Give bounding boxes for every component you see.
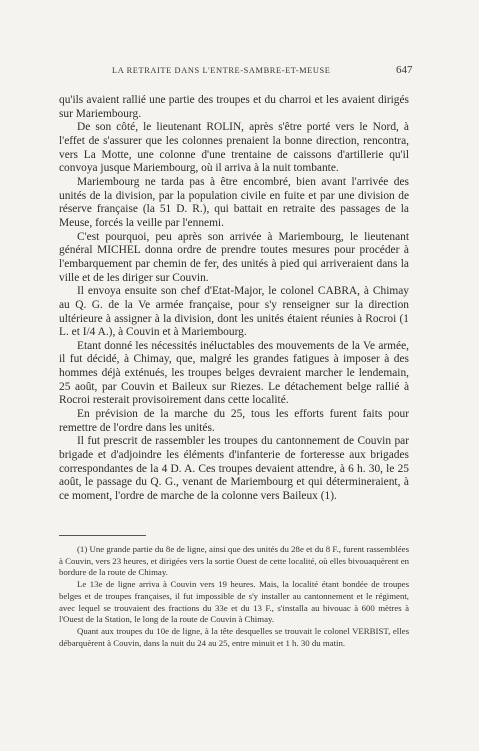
paragraph-1: qu'ils avaient rallié une partie des troupes et du charroi et les avaient dirigés sur Mariembourg. [59,94,409,120]
paragraph-8: Il fut prescrit de rassembler les troupes du cantonnement de Couvin par brigade et d'adjoindre les éléments d'infanterie de forteresse aux brigades correspondantes de la 4 D. A. Ces troupes devaient attendre, à 6 h. 30, le 25 août, le passage du Q. G., venant de Mariembourg et qui détermineraient, à ce moment, l'ordre de marche de la colonne vers Baileux (1). [59,435,409,503]
footnote-divider [59,535,146,536]
paragraph-7: En prévision de la marche du 25, tous les efforts furent faits pour remettre de l'ordre dans les unités. [59,408,409,434]
paragraph-5: Il envoya ensuite son chef d'Etat-Major, le colonel CABRA, à Chimay au Q. G. de la Ve armée française, pour s'y renseigner sur la direction ultérieure à assigner à la division, dont les unités étaient réunies à Rocroi (1 L. et I/4 A.), à Couvin et à Mariembourg. [59,285,409,339]
main-text [59,94,409,504]
footnotes [59,544,409,649]
paragraph-6: Etant donné les nécessités inéluctables des mouvements de la Ve armée, il fut décidé, à Chimay, que, malgré les grandes fatigues à imposer à des hommes déjà exténués, les troupes belges devraient marcher le lendemain, 25 août, par Couvin et Baileux sur Riezes. Le détachement belge rallié à Rocroi resterait provisoirement dans cette localité. [59,339,409,407]
footnote-3: Quant aux troupes du 10e de ligne, à la tête desquelles se trouvait le colonel VERBIST, elles débarquèrent à Couvin, dans la nuit du 24 au 25, entre minuit et 1 h. 30 du matin. [59,625,409,648]
paragraph-4: C'est pourquoi, peu après son arrivée à Mariembourg, le lieutenant général MICHEL donna ordre de prendre toutes mesures pour procéder à l'embarquement par chemin de fer, des unités à pied qui arriveraient dans la ville et de les diriger sur Couvin. [59,230,409,284]
paragraph-3: Mariembourg ne tarda pas à être encombré, bien avant l'arrivée des unités de la division, par la population civile en fuite et par une division de réserve française (la 51 D. R.), qui battait en retraite des passages de la Meuse, forcés la veille par l'ennemi. [59,175,409,229]
page-number: 647 [396,64,413,76]
footnote-1: (1) Une grande partie du 8e de ligne, ainsi que des unités du 28e et du 8 F., furent rassemblées à Couvin, vers 23 heures, et dirigées vers la sortie Ouest de cette localité, où elles bivouaquèrent en bordure de la route de Chimay. [59,544,409,578]
paragraph-2: De son côté, le lieutenant ROLIN, après s'être porté vers le Nord, à l'effet de s'assurer que les colonnes prenaient la bonne direction, rencontra, vers La Motte, une colonne d'une trentaine de caissons d'artillerie qu'il convoya jusque Mariembourg, où il arriva à la nuit tombante. [59,121,409,175]
footnote-2: Le 13e de ligne arriva à Couvin vers 19 heures. Mais, la localité étant bondée de troupes belges et de troupes françaises, il fut impossible de s'y installer au cantonnement et le régiment, avec lequel se trouvaient des fractions du 33e et du 13 F., s'installa au bivouac à 600 mètres à l'Ouest de la Station, le long de la route de Couvin à Chimay. [59,579,409,625]
running-title: LA RETRAITE DANS L'ENTRE-SAMBRE-ET-MEUSE [112,66,331,75]
